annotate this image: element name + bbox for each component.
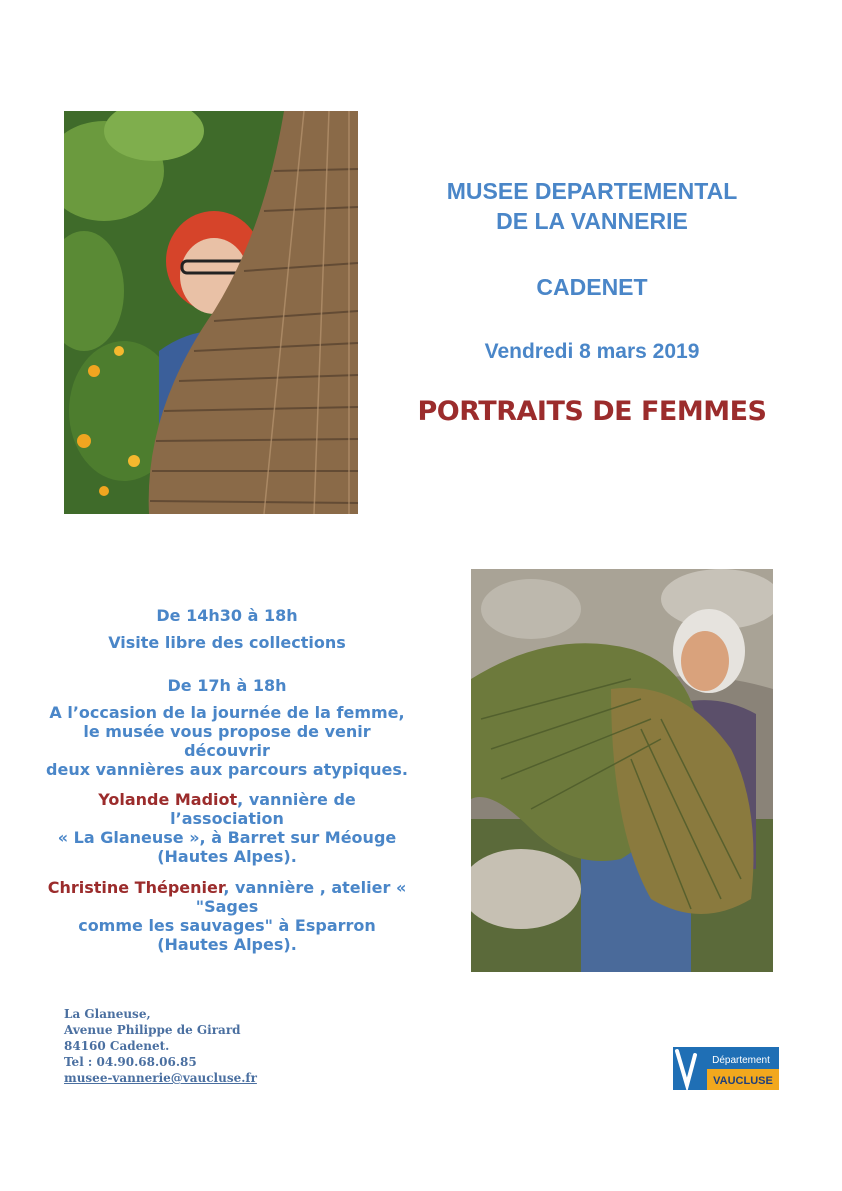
artist-1-desc: , vannière de l’association: [170, 790, 356, 828]
address-name: La Glaneuse,: [64, 1007, 151, 1021]
address-phone: Tel : 04.90.68.06.85: [64, 1055, 197, 1069]
event-date: Vendredi 8 mars 2019: [484, 340, 700, 363]
artist-1-block: [40, 790, 414, 866]
intro-paragraph: [40, 703, 414, 779]
visit-description: Visite libre des collections: [108, 633, 346, 652]
intro-line: le musée vous propose de venir découvrir: [83, 722, 371, 760]
email-link[interactable]: musee-vannerie@vaucluse.fr: [64, 1071, 257, 1085]
intro-line: deux vannières aux parcours atypiques.: [46, 760, 408, 779]
artist-2-desc: , vannière , atelier « "Sages: [195, 878, 407, 916]
artist-2-desc: (Hautes Alpes).: [157, 935, 297, 954]
artist-1-desc: « La Glaneuse », à Barret sur Méouge: [57, 828, 397, 847]
vaucluse-logo: [673, 1047, 779, 1090]
address-street: Avenue Philippe de Girard: [64, 1023, 241, 1037]
time-slot-1: De 14h30 à 18h: [156, 606, 298, 625]
logo-line1: Département: [712, 1055, 770, 1066]
artist-1-desc: (Hautes Alpes).: [157, 847, 297, 866]
intro-line: A l’occasion de la journée de la femme,: [49, 703, 405, 722]
artist-2-block: [40, 878, 414, 954]
logo-line2: VAUCLUSE: [713, 1075, 773, 1087]
artist-2-name: Christine Thépenier: [47, 878, 224, 897]
museum-title-line2: DE LA VANNERIE: [496, 208, 688, 234]
event-title: PORTRAITS DE FEMMES: [417, 396, 767, 427]
museum-title: [380, 176, 804, 236]
city-title: CADENET: [536, 274, 648, 300]
time-slot-2: De 17h à 18h: [167, 676, 287, 695]
photo-woman-grass-bundle: [471, 569, 773, 972]
photo-woman-wicker-sculpture: [64, 111, 358, 514]
artist-1-name: Yolande Madiot: [98, 790, 238, 809]
address-postal: 84160 Cadenet.: [64, 1039, 170, 1053]
contact-address: [64, 1006, 257, 1086]
museum-title-line1: MUSEE DEPARTEMENTAL: [446, 178, 738, 204]
artist-2-desc: comme les sauvages" à Esparron: [78, 916, 376, 935]
